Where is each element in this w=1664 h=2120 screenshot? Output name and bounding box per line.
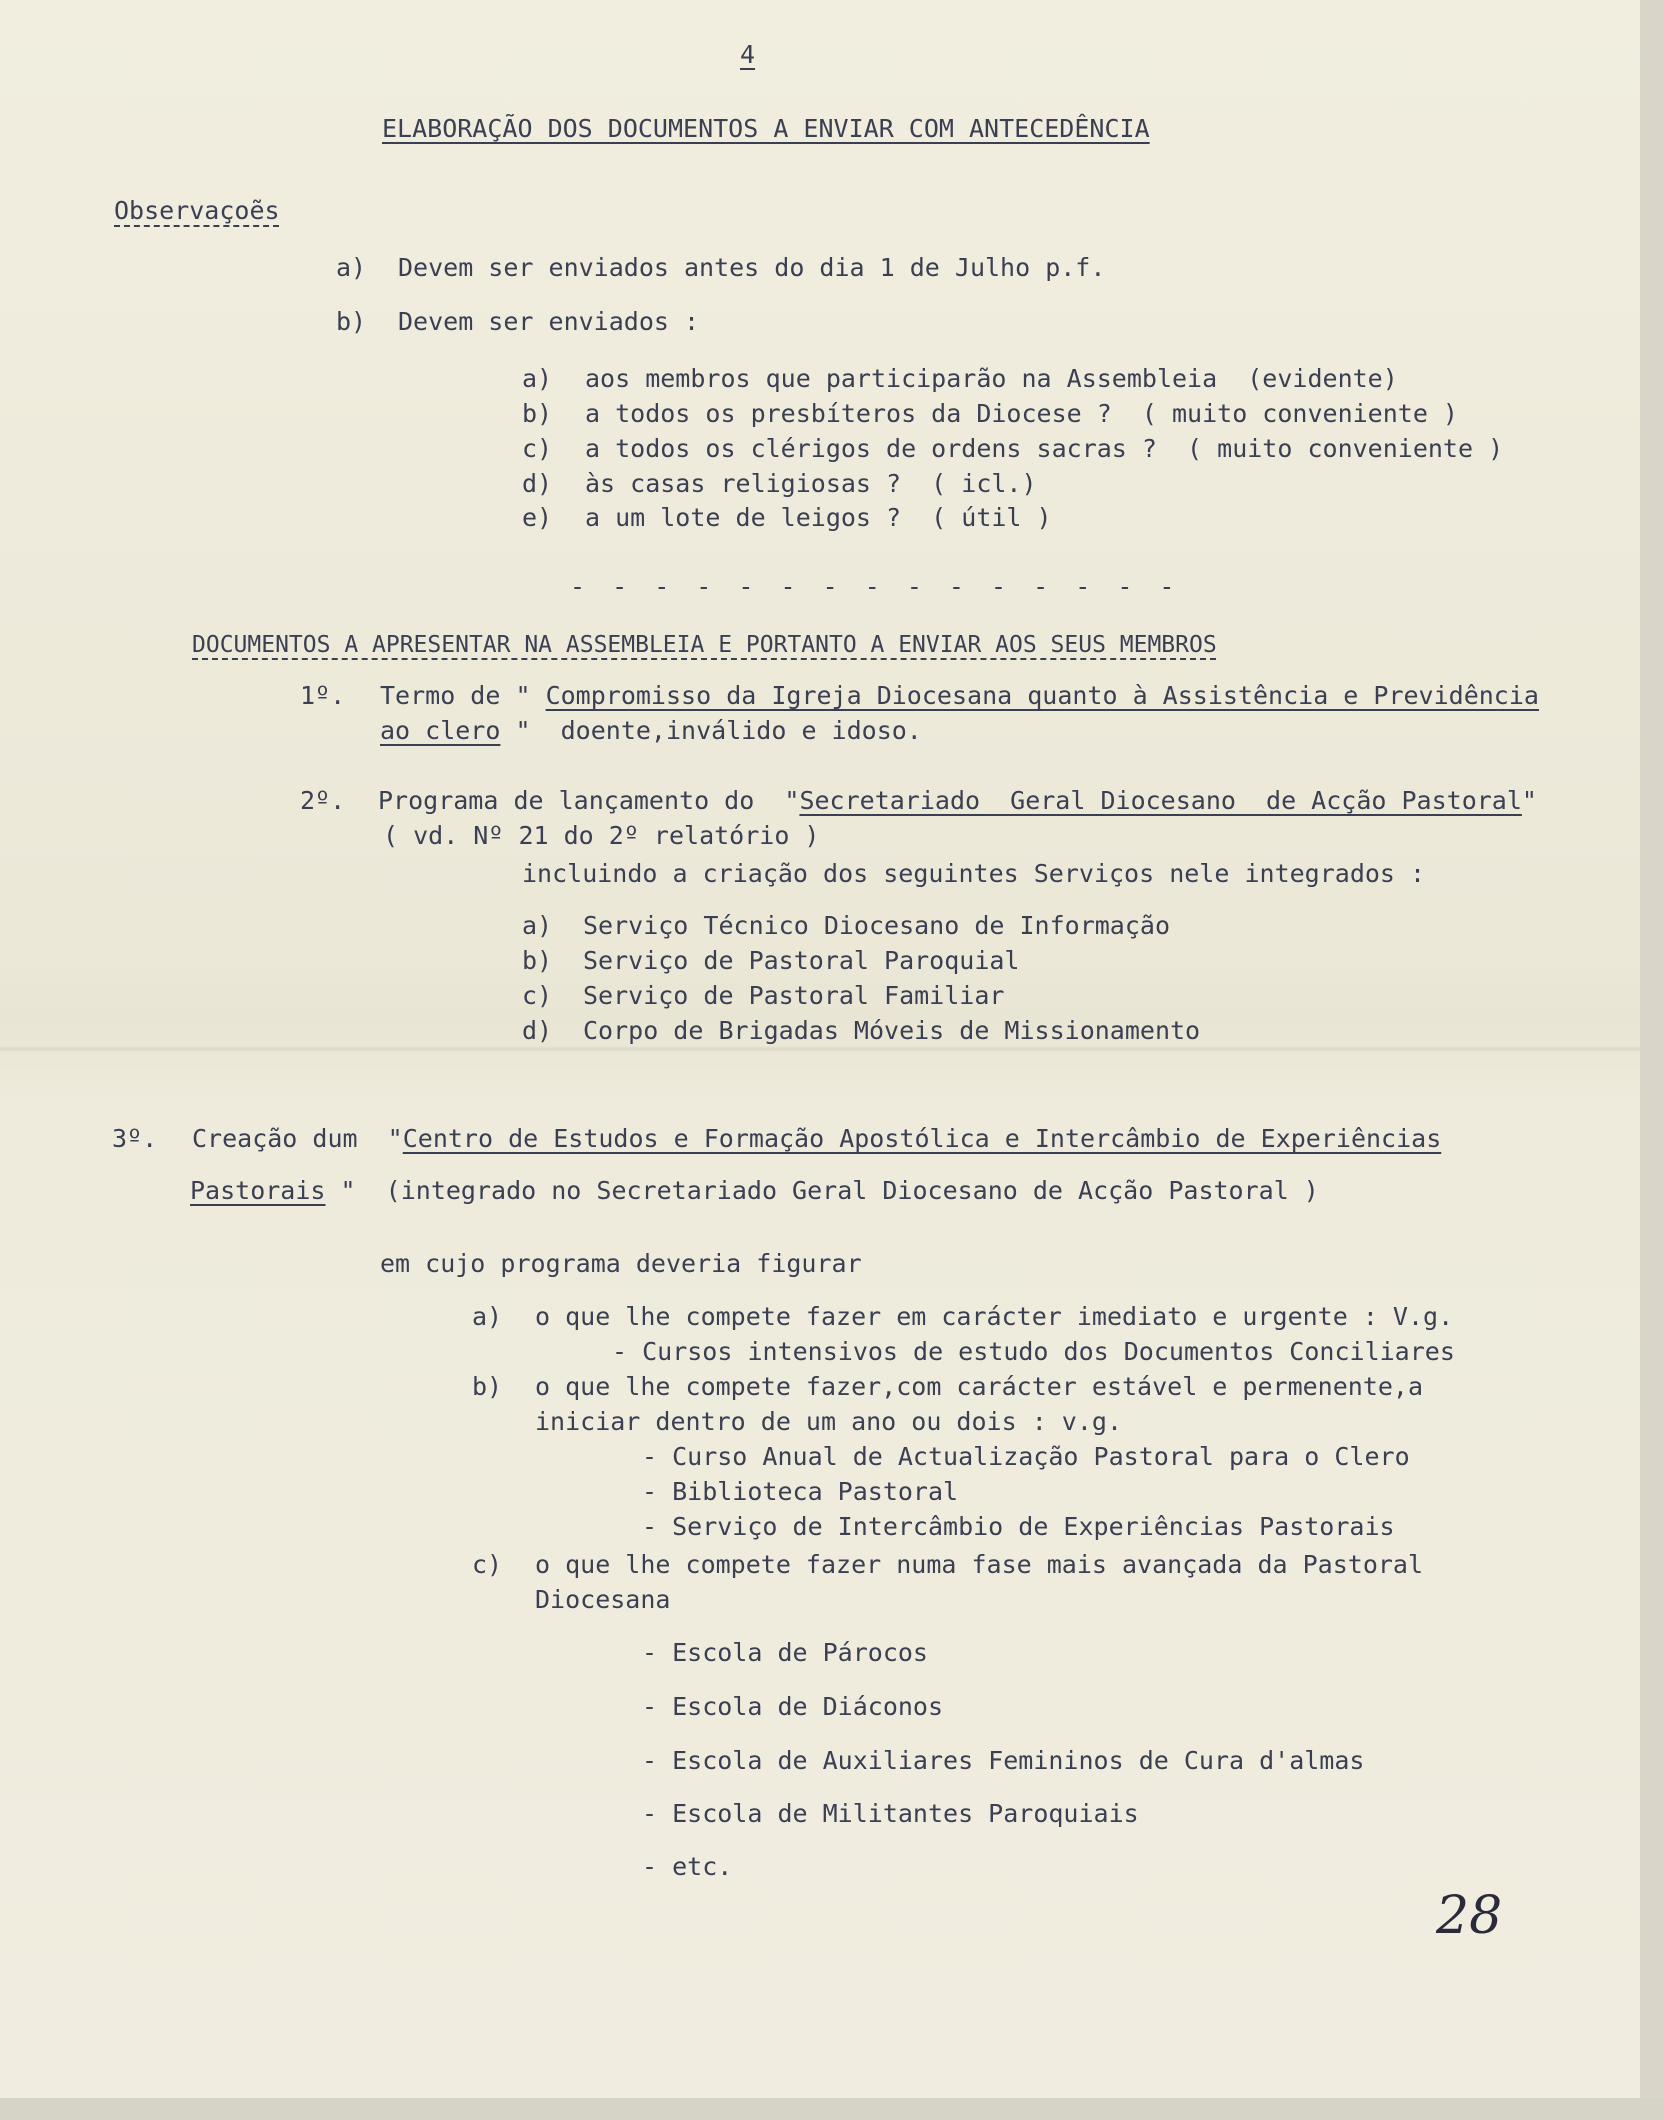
item3-intro: em cujo programa deveria figurar [380, 1249, 862, 1278]
program-marker: c) [472, 1550, 503, 1579]
service-marker: d) [522, 1016, 553, 1045]
recipient-text: aos membros que participarão na Assembleia (evidente) [585, 364, 1398, 393]
observation-a-text: Devem ser enviados antes do dia 1 de Julho p.f. [398, 253, 1106, 282]
item3-line1 [192, 1124, 1441, 1154]
service-marker: c) [522, 981, 553, 1010]
handwritten-page-number: 28 [1436, 1886, 1503, 1946]
program-text: Diocesana [535, 1585, 671, 1614]
program-sub: - Curso Anual de Actualização Pastoral para o Clero [642, 1442, 1410, 1471]
recipient-text: a todos os presbíteros da Diocese ? ( muito conveniente ) [585, 399, 1458, 428]
item1-title: Compromisso da Igreja Diocesana quanto à Assistência e Previdência [545, 681, 1539, 710]
item-number: 1º. [300, 681, 346, 710]
program-sub: - Cursos intensivos de estudo dos Documentos Conciliares [612, 1337, 1455, 1366]
observations-heading: Observaçoẽs [114, 196, 280, 225]
program-marker: b) [472, 1372, 503, 1401]
program-sub: - Escola de Diáconos [642, 1692, 944, 1721]
program-sub: - Serviço de Intercâmbio de Experiências Pastorais [642, 1512, 1395, 1541]
service-text: Serviço Técnico Diocesano de Informação [583, 911, 1170, 940]
program-sub: - Escola de Militantes Paroquiais [642, 1799, 1139, 1828]
service-text: Serviço de Pastoral Paroquial [583, 946, 1020, 975]
service-text: Serviço de Pastoral Familiar [583, 981, 1005, 1010]
program-sub: - etc. [642, 1852, 733, 1881]
separator: - - - - - - - - - - - - - - - [570, 572, 1181, 601]
item2-title: Secretariado Geral Diocesano de Acção Pastoral [799, 786, 1522, 815]
item-number: 2º. [300, 786, 346, 815]
item3-rest: " (integrado no Secretariado Geral Diocesano de Acção Pastoral ) [325, 1176, 1319, 1205]
paper-edge [1640, 0, 1664, 2120]
item1-rest: " doente,inválido e idoso. [500, 716, 922, 745]
program-marker: a) [472, 1302, 503, 1331]
recipient-marker: d) [522, 469, 553, 498]
recipient-text: a todos os clérigos de ordens sacras ? ( muito conveniente ) [585, 434, 1504, 463]
scan-border [0, 2098, 1664, 2120]
service-marker: b) [522, 946, 553, 975]
service-text: Corpo de Brigadas Móveis de Missionamento [583, 1016, 1201, 1045]
recipient-marker: a) [522, 364, 553, 393]
program-sub: - Escola de Párocos [642, 1638, 928, 1667]
item3-title-end: Pastorais [190, 1176, 326, 1205]
program-text: o que lhe compete fazer numa fase mais avançada da Pastoral [535, 1550, 1424, 1579]
item2-suffix: " [1521, 786, 1537, 815]
observation-a-marker: a) [336, 253, 367, 282]
program-text: o que lhe compete fazer em carácter imediato e urgente : V.g. [535, 1302, 1454, 1331]
item3-prefix: Creação dum " [192, 1124, 403, 1153]
item1-prefix: Termo de " [380, 681, 546, 710]
item1-title-end: ao clero [380, 716, 501, 745]
recipient-marker: b) [522, 399, 553, 428]
item3-title: Centro de Estudos e Formação Apostólica e Intercâmbio de Experiências [402, 1124, 1442, 1153]
recipient-marker: e) [522, 503, 553, 532]
recipient-marker: c) [522, 434, 553, 463]
item1-line1 [380, 681, 1539, 711]
item-number: 3º. [112, 1124, 158, 1153]
page-title: ELABORAÇÃO DOS DOCUMENTOS A ENVIAR COM ANTECEDÊNCIA [382, 114, 1150, 143]
program-text: iniciar dentro de um ano ou dois : v.g. [535, 1407, 1122, 1436]
recipient-text: a um lote de leigos ? ( útil ) [585, 503, 1052, 532]
item1-line2 [380, 716, 922, 746]
observation-b-text: Devem ser enviados : [398, 307, 700, 336]
item2-prefix: Programa de lançamento do " [378, 786, 800, 815]
item2-line1 [378, 786, 1537, 816]
section-title: DOCUMENTOS A APRESENTAR NA ASSEMBLEIA E PORTANTO A ENVIAR AOS SEUS MEMBROS [192, 632, 1217, 658]
item2-reference: ( vd. Nº 21 do 2º relatório ) [383, 821, 820, 850]
item2-intro: incluindo a criação dos seguintes Serviços nele integrados : [522, 859, 1426, 888]
program-sub: - Escola de Auxiliares Femininos de Cura d'almas [642, 1746, 1365, 1775]
paper-fold [0, 1046, 1640, 1052]
page-number: 4 [740, 40, 756, 69]
item3-line2 [190, 1176, 1319, 1206]
observation-b-marker: b) [336, 307, 367, 336]
program-sub: - Biblioteca Pastoral [642, 1477, 959, 1506]
recipient-text: às casas religiosas ? ( icl.) [585, 469, 1037, 498]
program-text: o que lhe compete fazer,com carácter estável e permenente,a [535, 1372, 1424, 1401]
service-marker: a) [522, 911, 553, 940]
